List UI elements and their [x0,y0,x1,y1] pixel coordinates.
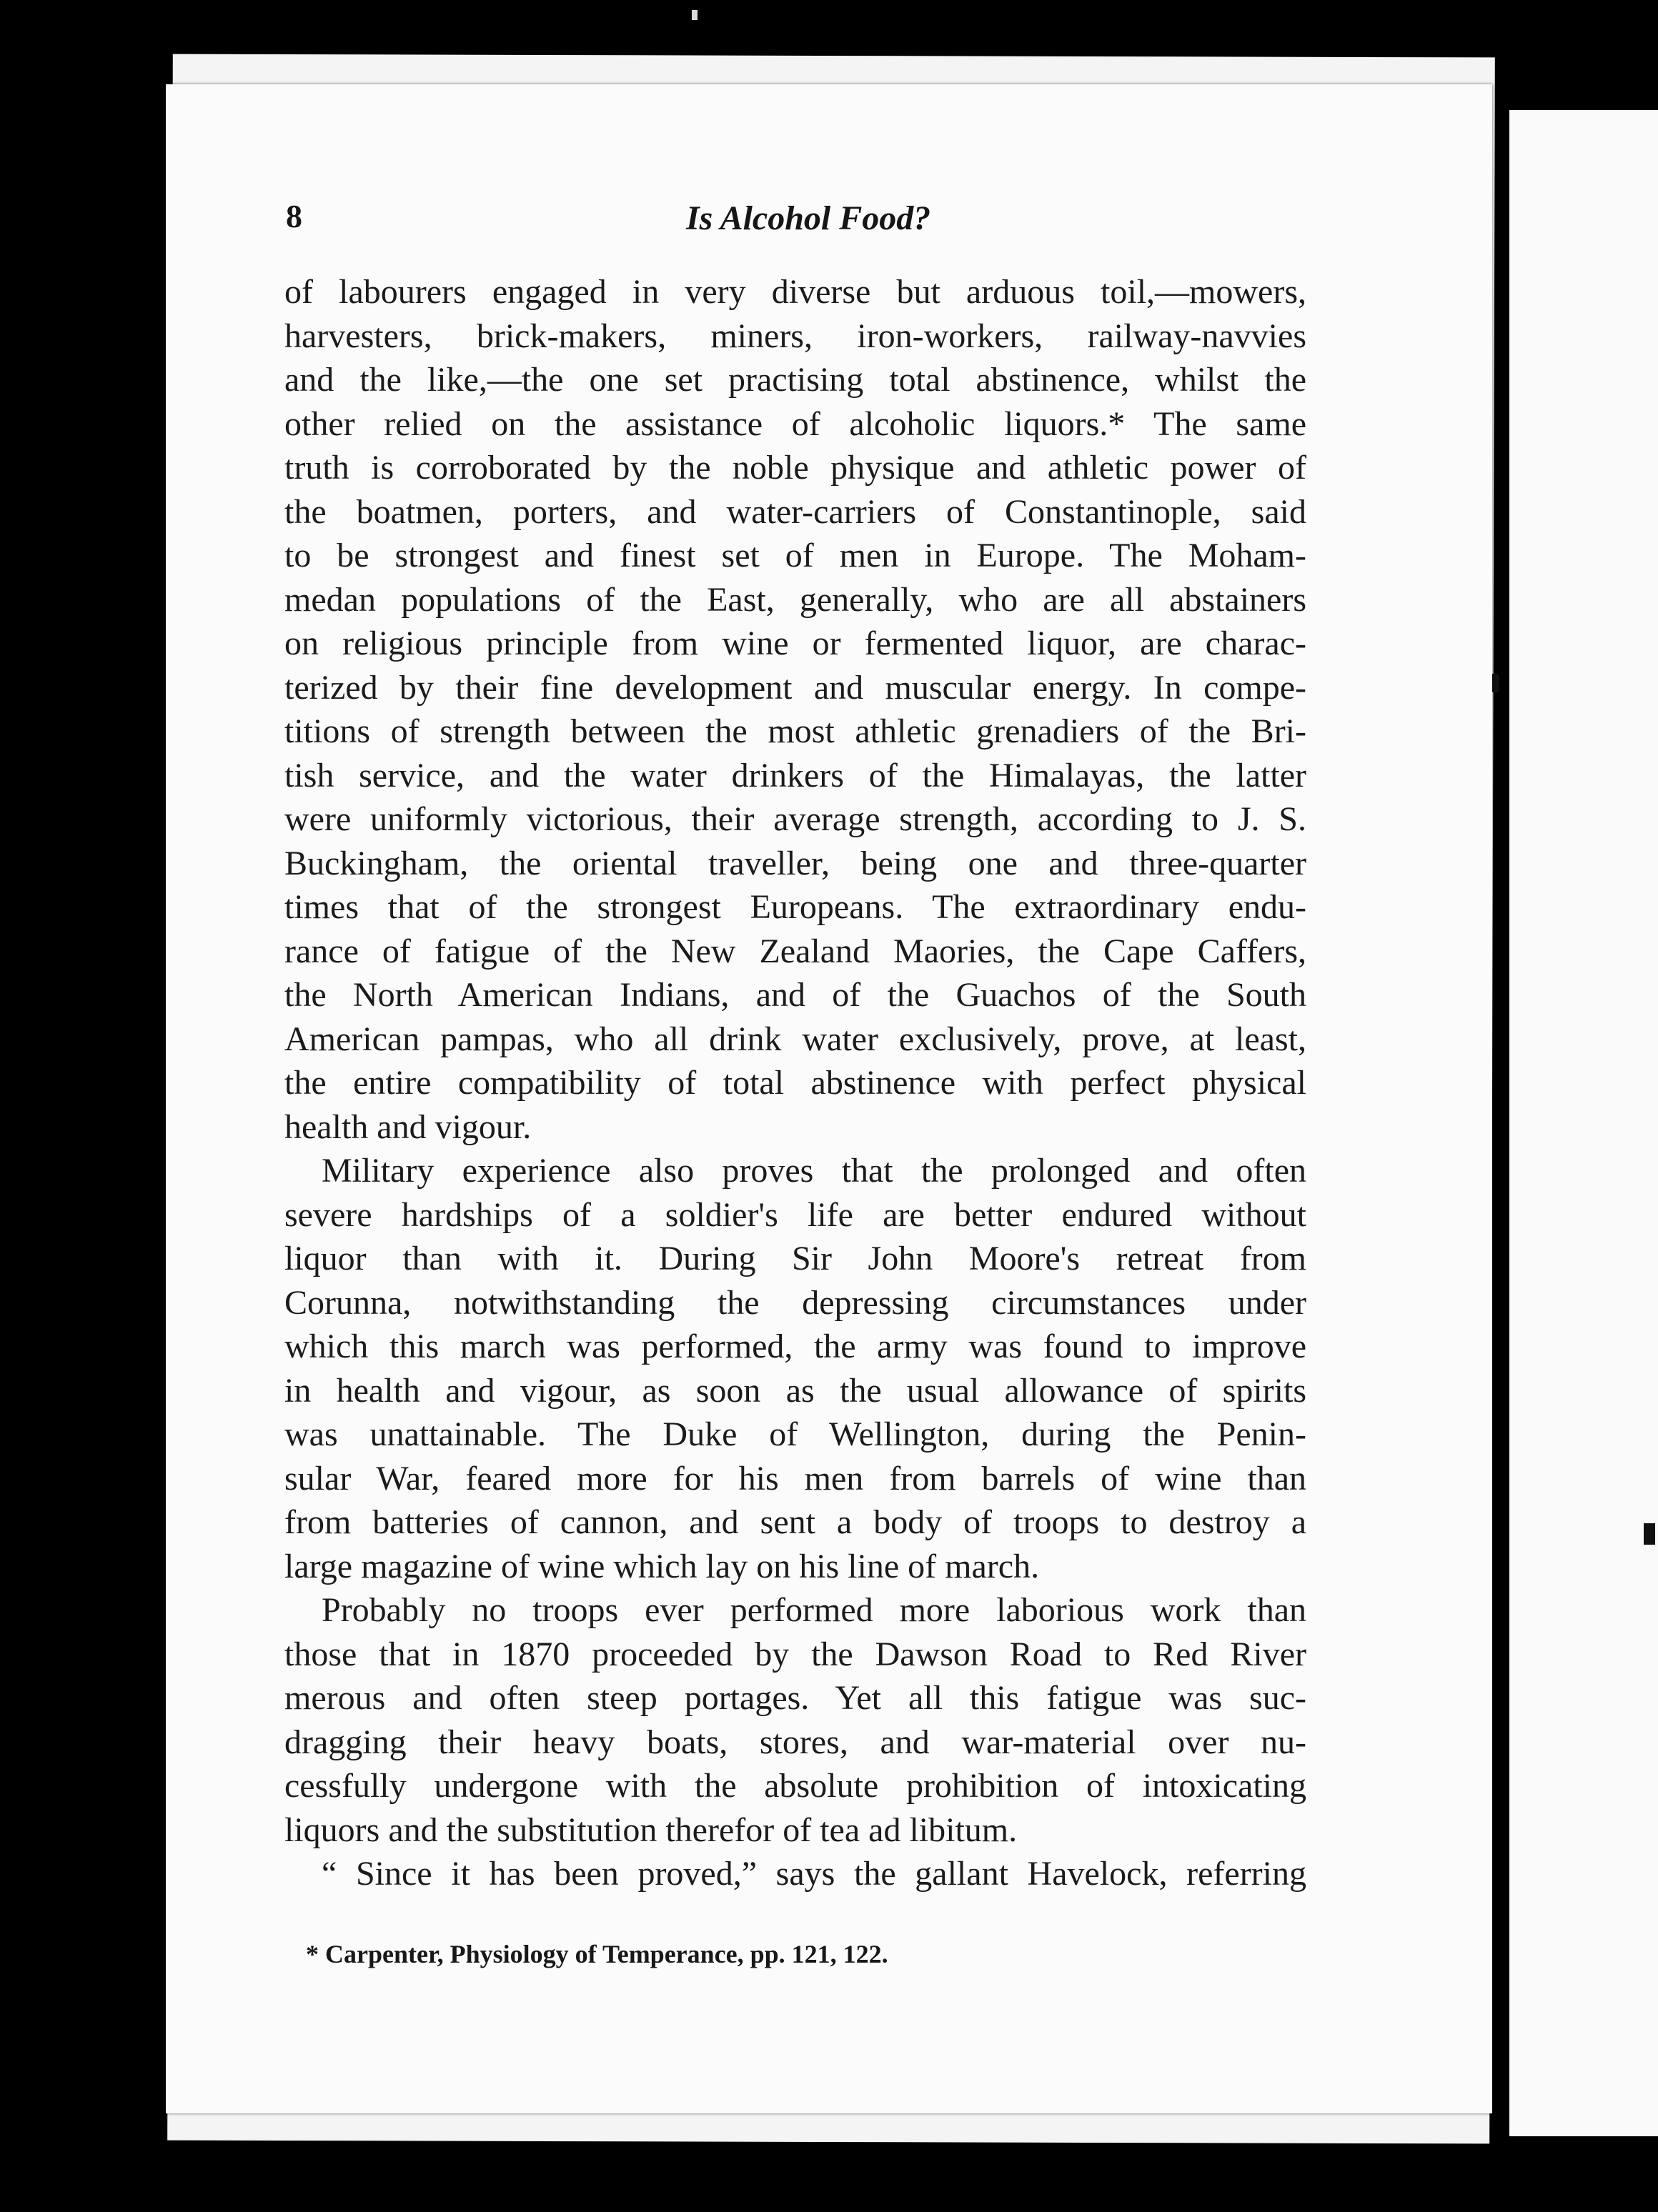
text-line: “ Since it has been proved,” says the gallant Havelock, referring [322,1855,1306,1893]
text-line: and the like,—the one set practising total abstinence, whilst the [284,361,1306,399]
text-line: Corunna, notwithstanding the depressing circumstances under [284,1283,1306,1322]
text-line: Probably no troops ever performed more laborious work than [322,1591,1306,1629]
text-line: merous and often steep portages. Yet all this fatigue was suc- [284,1679,1306,1717]
text-line: severe hardships of a soldier's life are better endured without [284,1195,1306,1234]
scan-speck [692,10,698,20]
text-line: the boatmen, porters, and water-carriers of Constantinople, said [284,492,1306,531]
text-line: the entire compatibility of total abstinence with perfect physical [284,1064,1306,1102]
text-line: which this march was performed, the army was found to improve [284,1327,1306,1365]
text-line: was unattainable. The Duke of Wellington, during the Penin- [284,1415,1306,1453]
page-number: 8 [286,198,302,234]
text-line: in health and vigour, as soon as the usual allowance of spirits [284,1371,1306,1410]
text-line: were uniformly victorious, their average strength, according to J. S. [284,800,1306,838]
text-line: Military experience also proves that the prolonged and often [322,1152,1306,1190]
text-line: titions of strength between the most athletic grenadiers of the Bri- [284,712,1306,750]
text-line: liquor than with it. During Sir John Moore's retreat from [284,1240,1306,1277]
text-line: cessfully undergone with the absolute prohibition of intoxicating [284,1767,1306,1805]
text-line: truth is corroborated by the noble physique and athletic power of [284,449,1306,487]
text-line: other relied on the assistance of alcoholic liquors.* The same [284,404,1306,443]
body-text [284,270,1306,1896]
text-line: the North American Indians, and of the Guachos of the South [284,976,1306,1014]
text-line: liquors and the substitution therefor of tea ad libitum. [284,1810,1018,1849]
text-line: sular War, feared more for his men from barrels of wine than [284,1459,1306,1498]
text-line: American pampas, who all drink water exclusively, prove, at least, [284,1020,1306,1058]
running-title: Is Alcohol Food? [686,199,931,237]
text-line: rance of fatigue of the New Zealand Maories, the Cape Caffers, [284,932,1306,970]
text-line: of labourers engaged in very diverse but arduous toil,—mowers, [284,273,1306,311]
text-line: tish service, and the water drinkers of the Himalayas, the latter [284,756,1306,794]
text-line: from batteries of cannon, and sent a body of troops to destroy a [284,1503,1306,1541]
facing-page-mark [1644,1523,1655,1545]
text-line: terized by their fine development and muscular energy. In compe- [284,668,1306,707]
text-line: Buckingham, the oriental traveller, being one and three-quarter [284,844,1306,882]
text-line: harvesters, brick-makers, miners, iron-workers, railway-navvies [284,317,1306,355]
text-line: those that in 1870 proceeded by the Dawson Road to Red River [284,1635,1306,1673]
text-line: on religious principle from wine or fermented liquor, are charac- [284,624,1306,662]
text-line: large magazine of wine which lay on his line of march. [284,1547,1040,1585]
text-line: to be strongest and finest set of men in Europe. The Moham- [284,537,1306,574]
text-line: times that of the strongest Europeans. The extraordinary endu- [284,888,1306,926]
text-line: health and vigour. [284,1107,532,1146]
page-header [286,197,1308,254]
text-line: medan populations of the East, generally, who are all abstainers [284,580,1306,619]
footnote: * Carpenter, Physiology of Temperance, pp. 121, 122. [306,1940,888,1968]
text-line: dragging their heavy boats, stores, and war-material over nu- [284,1723,1306,1761]
facing-page-edge [1509,110,1658,2136]
